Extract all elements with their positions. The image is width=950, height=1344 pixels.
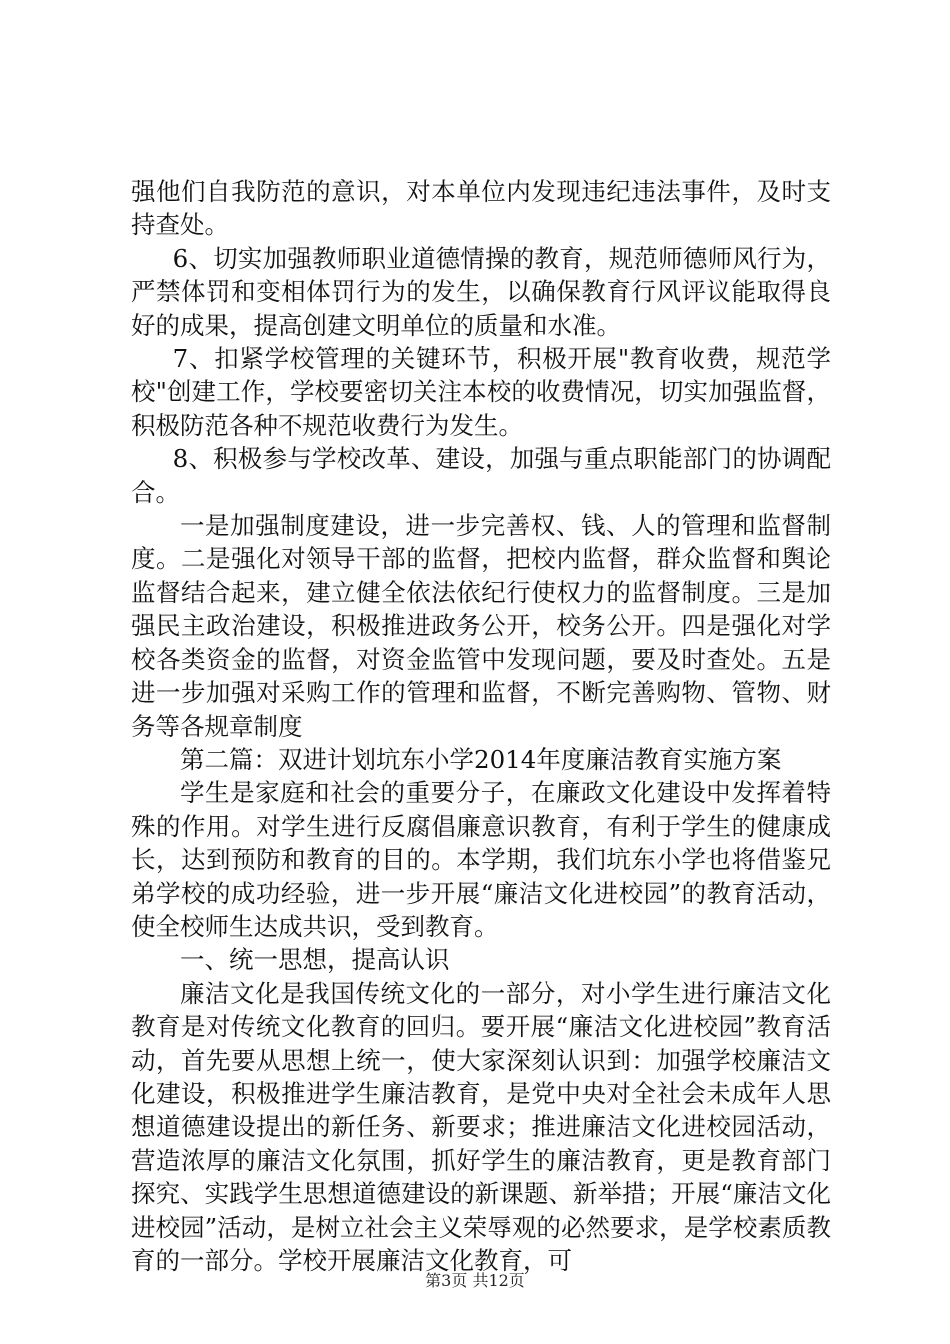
document-body xyxy=(131,175,831,1277)
paragraph-introduction: 学生是家庭和社会的重要分子，在廉政文化建设中发挥着特殊的作用。对学生进行反腐倡廉意识教育，有利于学生的健康成长，达到预防和教育的目的。本学期，我们坑东小学也将借鉴兄弟学校的成功经验，进一步开展“廉洁文化进校园”的教育活动，使全校师生达成共识，受到教育。 xyxy=(131,778,831,941)
section-heading-part-two: 第二篇：双进计划坑东小学2014年度廉洁教育实施方案 xyxy=(180,744,782,774)
subheading-unify-thought: 一、统一思想，提高认识 xyxy=(180,945,450,975)
paragraph-item-7: 7、扣紧学校管理的关键环节，积极开展"教育收费，规范学校"创建工作，学校要密切关注本校的收费情况，切实加强监督，积极防范各种不规范收费行为发生。 xyxy=(131,344,831,440)
paragraph-measures: 一是加强制度建设，进一步完善权、钱、人的管理和监督制度。二是强化对领导干部的监督，把校内监督，群众监督和舆论监督结合起来，建立健全依法依纪行使权力的监督制度。三是加强民主政治建设，积极推进政务公开，校务公开。四是强化对学校各类资金的监督，对资金监管中发现问题，要及时查处。五是进一步加强对采购工作的管理和监督，不断完善购物、管物、财务等各规章制度 xyxy=(131,511,831,741)
paragraph-item-6: 6、切实加强教师职业道德情操的教育，规范师德师风行为，严禁体罚和变相体罚行为的发生，以确保教育行风评议能取得良好的成果，提高创建文明单位的质量和水准。 xyxy=(131,243,831,340)
paragraph-continuation: 强他们自我防范的意识，对本单位内发现违纪违法事件，及时支持查处。 xyxy=(131,177,831,240)
paragraph-item-8: 8、积极参与学校改革、建设，加强与重点职能部门的协调配合。 xyxy=(131,444,831,507)
paragraph-integrity-culture: 廉洁文化是我国传统文化的一部分，对小学生进行廉洁文化教育是对传统文化教育的回归。要开展“廉洁文化进校园”教育活动，首先要从思想上统一，使大家深刻认识到：加强学校廉洁文化建设，积极推进学生廉洁教育，是党中央对全社会未成年人思想道德建设提出的新任务、新要求；推进廉洁文化进校园活动，营造浓厚的廉洁文化氛围，抓好学生的廉洁教育，更是教育部门探究、实践学生思想道德建设的新课题、新举措；开展“廉洁文化进校园”活动，是树立社会主义荣辱观的必然要求，是学校素质教育的一部分。学校开展廉洁文化教育，可 xyxy=(131,978,831,1275)
page-number-footer: 第3页 共12页 xyxy=(425,1271,525,1290)
